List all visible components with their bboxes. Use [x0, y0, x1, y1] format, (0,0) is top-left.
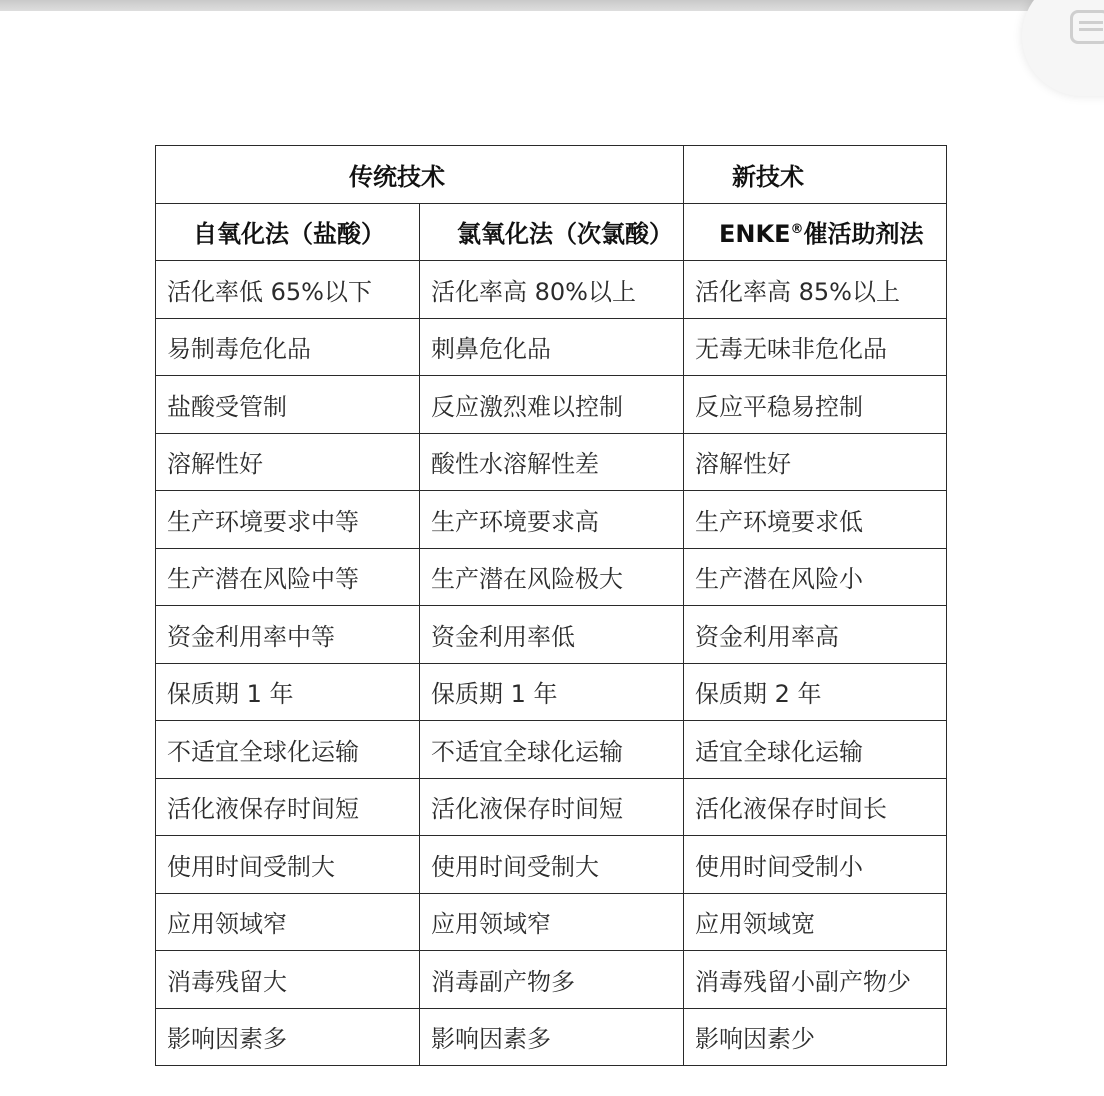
table-cell: 保质期 1 年	[156, 663, 420, 721]
table-cell: 生产潜在风险极大	[420, 548, 684, 606]
table-cell: 生产环境要求高	[420, 491, 684, 549]
table-cell: 使用时间受制小	[684, 836, 947, 894]
method-header-chlorine-oxidation: 氯氧化法（次氯酸）	[420, 203, 684, 261]
table-cell: 消毒副产物多	[420, 951, 684, 1009]
comparison-table	[155, 145, 947, 1066]
enke-method-suffix: 催活助剂法	[803, 220, 924, 249]
table-cell: 活化液保存时间短	[156, 778, 420, 836]
table-cell: 资金利用率高	[684, 606, 947, 664]
table-row	[156, 548, 947, 606]
table-cell: 生产环境要求低	[684, 491, 947, 549]
table-row	[156, 663, 947, 721]
table-cell: 酸性水溶解性差	[420, 433, 684, 491]
table-cell: 保质期 2 年	[684, 663, 947, 721]
table-cell: 影响因素多	[420, 1008, 684, 1066]
table-row	[156, 836, 947, 894]
table-cell: 生产环境要求中等	[156, 491, 420, 549]
table-cell: 应用领域窄	[156, 893, 420, 951]
table-cell: 无毒无味非危化品	[684, 318, 947, 376]
table-cell: 不适宜全球化运输	[156, 721, 420, 779]
table-cell: 反应激烈难以控制	[420, 376, 684, 434]
floating-action-button[interactable]	[1022, 0, 1104, 96]
table-cell: 活化率高 80%以上	[420, 261, 684, 319]
table-cell: 使用时间受制大	[156, 836, 420, 894]
table-row	[156, 951, 947, 1009]
table-cell: 溶解性好	[684, 433, 947, 491]
table-cell: 影响因素少	[684, 1008, 947, 1066]
method-header-enke	[684, 203, 947, 261]
table-row	[156, 778, 947, 836]
method-header-row	[156, 203, 947, 261]
table-cell: 使用时间受制大	[420, 836, 684, 894]
table-cell: 资金利用率低	[420, 606, 684, 664]
registered-mark: ®	[790, 222, 804, 238]
table-row	[156, 376, 947, 434]
table-cell: 生产潜在风险小	[684, 548, 947, 606]
table-row	[156, 721, 947, 779]
table-row	[156, 1008, 947, 1066]
table-cell: 不适宜全球化运输	[420, 721, 684, 779]
table-cell: 活化液保存时间长	[684, 778, 947, 836]
table-cell: 生产潜在风险中等	[156, 548, 420, 606]
table-cell: 应用领域宽	[684, 893, 947, 951]
table-cell: 消毒残留大	[156, 951, 420, 1009]
document-icon	[1070, 10, 1104, 44]
table-cell: 影响因素多	[156, 1008, 420, 1066]
table-row	[156, 261, 947, 319]
table-cell: 易制毒危化品	[156, 318, 420, 376]
table-row	[156, 606, 947, 664]
table-cell: 应用领域窄	[420, 893, 684, 951]
table-row	[156, 491, 947, 549]
group-header-new: 新技术	[684, 146, 947, 204]
table-cell: 活化液保存时间短	[420, 778, 684, 836]
window-top-bar	[0, 0, 1104, 11]
table-cell: 活化率低 65%以下	[156, 261, 420, 319]
table-row	[156, 433, 947, 491]
enke-brand: ENKE	[719, 220, 791, 249]
table-row	[156, 893, 947, 951]
table-cell: 溶解性好	[156, 433, 420, 491]
group-header-traditional: 传统技术	[156, 146, 684, 204]
table-cell: 盐酸受管制	[156, 376, 420, 434]
method-header-autoxidation: 自氧化法（盐酸）	[156, 203, 420, 261]
table-cell: 保质期 1 年	[420, 663, 684, 721]
table-cell: 刺鼻危化品	[420, 318, 684, 376]
group-header-row	[156, 146, 947, 204]
table-cell: 资金利用率中等	[156, 606, 420, 664]
table-cell: 活化率高 85%以上	[684, 261, 947, 319]
table-cell: 适宜全球化运输	[684, 721, 947, 779]
table-cell: 反应平稳易控制	[684, 376, 947, 434]
table-cell: 消毒残留小副产物少	[684, 951, 947, 1009]
table-row	[156, 318, 947, 376]
